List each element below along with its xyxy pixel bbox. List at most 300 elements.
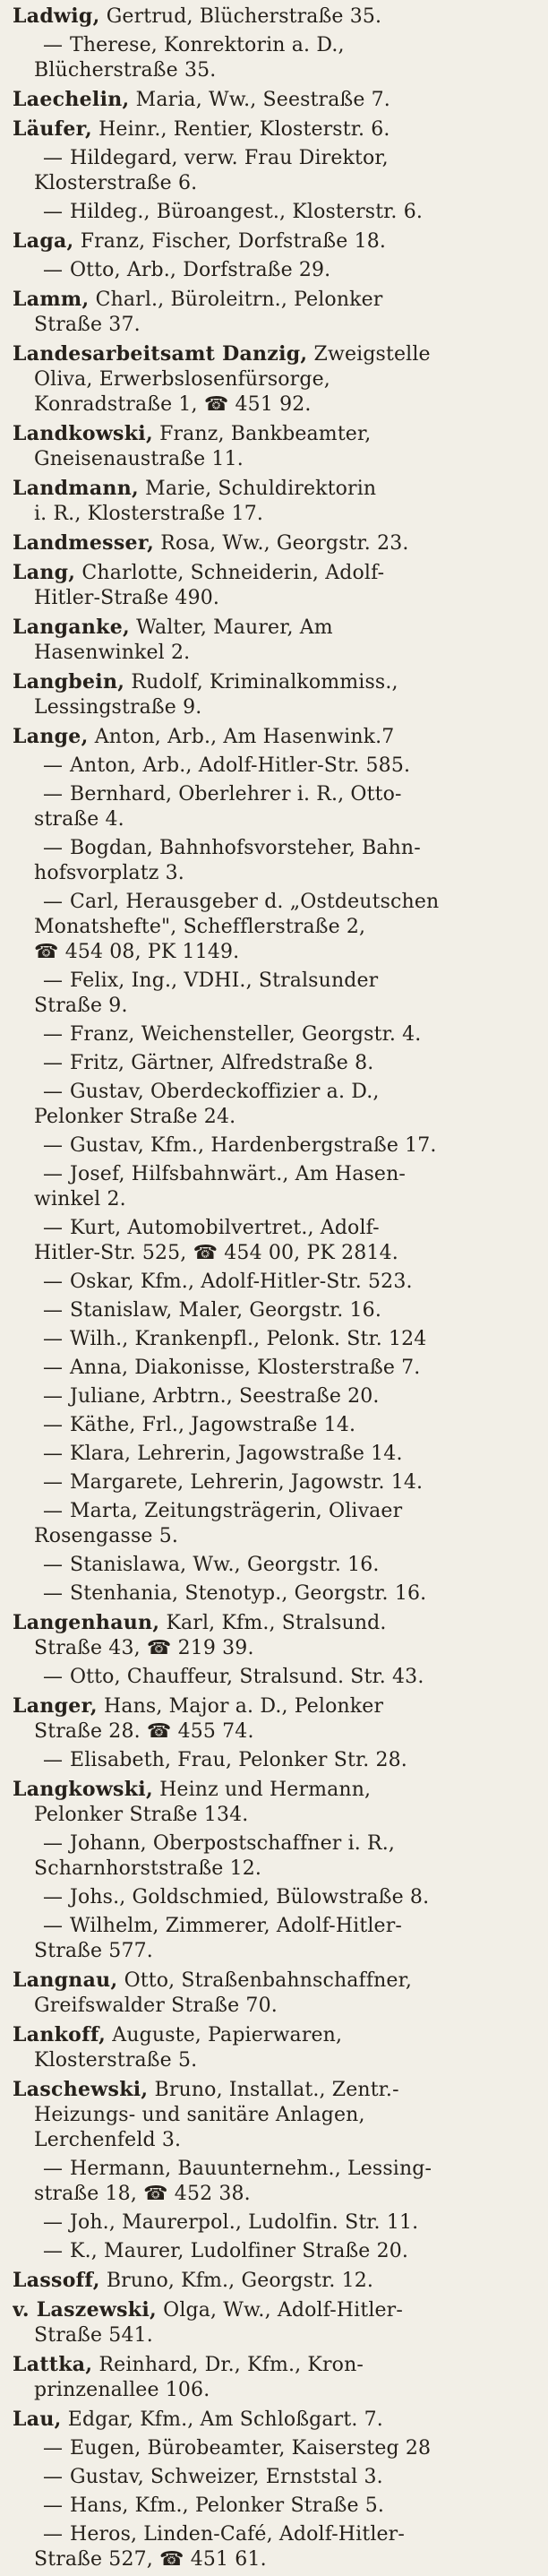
repeat-dash: —	[43, 1385, 64, 1408]
directory-entry	[13, 2157, 535, 2207]
entry-line	[13, 2103, 535, 2128]
repeat-dash: —	[43, 259, 64, 281]
entry-line	[13, 1581, 535, 1607]
entry-text: i. R., Klosterstraße 17.	[34, 503, 264, 525]
entry-text: Reinhard, Dr., Kfm., Kron-	[98, 2354, 364, 2376]
entry-text: Anna, Diakonisse, Klosterstraße 7.	[70, 1357, 421, 1379]
surname: Langnau,	[13, 1969, 118, 1992]
entry-line	[13, 861, 535, 886]
directory-entry	[13, 421, 535, 472]
entry-line	[13, 1914, 535, 1939]
entry-line	[13, 2048, 535, 2073]
entry-text: K., Maurer, Ludolfiner Straße 20.	[70, 2240, 409, 2262]
entry-line	[13, 1187, 535, 1212]
repeat-dash: —	[43, 1271, 64, 1293]
directory-entry	[13, 560, 535, 611]
entry-text: Hitler-Straße 490.	[34, 587, 220, 609]
surname: v. Laszewski,	[13, 2298, 157, 2322]
directory-entry	[13, 1384, 535, 1409]
repeat-dash: —	[43, 1666, 64, 1688]
entry-line	[13, 502, 535, 527]
directory-entry	[13, 1080, 535, 1130]
repeat-dash: —	[43, 1023, 64, 1046]
directory-entry	[13, 2077, 535, 2153]
directory-entry	[13, 724, 535, 750]
repeat-dash: —	[43, 1582, 64, 1605]
entry-text: hofsvorplatz 3.	[34, 862, 184, 884]
entry-text: Karl, Kfm., Stralsund.	[166, 1612, 387, 1634]
entry-line	[13, 1470, 535, 1495]
surname: Lankoff,	[13, 2023, 107, 2046]
entry-text: Hitler-Str. 525, ☎ 454 00, PK 2814.	[34, 1242, 398, 1264]
directory-entry	[13, 1499, 535, 1549]
entry-text: Hildegard, verw. Frau Direktor,	[70, 147, 389, 169]
repeat-dash: —	[43, 891, 64, 913]
entry-line	[13, 1327, 535, 1352]
entry-line	[13, 1803, 535, 1828]
repeat-dash: —	[43, 754, 64, 777]
directory-entry	[13, 2352, 535, 2403]
entry-text: straße 4.	[34, 808, 124, 831]
repeat-dash: —	[43, 1414, 64, 1436]
entry-line	[13, 116, 535, 142]
repeat-dash: —	[43, 1471, 64, 1494]
repeat-dash: —	[43, 147, 64, 169]
entry-line	[13, 2182, 535, 2207]
entry-text: Heizungs- und sanitäre Anlagen,	[34, 2104, 365, 2126]
entry-text: Heinz und Hermann,	[159, 1779, 372, 1801]
entry-line	[13, 447, 535, 472]
entry-line	[13, 940, 535, 965]
entry-line	[13, 2378, 535, 2403]
surname: Lattka,	[13, 2353, 93, 2376]
directory-entry	[13, 969, 535, 1019]
entry-text: Heros, Linden-Café, Adolf-Hitler-	[70, 2523, 405, 2546]
entry-text: Otto, Straßenbahnschaffner,	[124, 1969, 412, 1992]
surname: Langenhaun,	[13, 1611, 160, 1634]
surname: Laschewski,	[13, 2078, 149, 2101]
surname: Landmann,	[13, 477, 139, 500]
entry-text: Bernhard, Oberlehrer i. R., Otto-	[70, 783, 402, 806]
entry-line	[13, 58, 535, 83]
entry-line	[13, 586, 535, 611]
repeat-dash: —	[43, 201, 64, 223]
directory-entry	[13, 754, 535, 779]
directory-entry	[13, 2465, 535, 2490]
entry-line	[13, 2077, 535, 2103]
directory-entry	[13, 228, 535, 254]
entry-line	[13, 1939, 535, 1964]
entry-line	[13, 1356, 535, 1381]
entry-text: Joh., Maurerpol., Ludolfin. Str. 11.	[70, 2211, 419, 2234]
surname: Lang,	[13, 561, 76, 584]
directory-entry	[13, 1581, 535, 1607]
entry-text: Carl, Herausgeber d. „Ostdeutschen	[70, 891, 440, 913]
entry-text: Bruno, Kfm., Georgstr. 12.	[106, 2270, 374, 2292]
entry-line	[13, 1413, 535, 1438]
repeat-dash: —	[43, 2523, 64, 2546]
entry-text: Gustav, Schweizer, Ernststal 3.	[70, 2466, 383, 2488]
entry-line	[13, 2522, 535, 2547]
surname: Langbein,	[13, 670, 125, 694]
entry-text: Gustav, Kfm., Hardenbergstraße 17.	[70, 1134, 437, 1157]
entry-line	[13, 2210, 535, 2236]
repeat-dash: —	[43, 2158, 64, 2180]
entry-line	[13, 2436, 535, 2461]
entry-text: Fritz, Gärtner, Alfredstraße 8.	[70, 1052, 374, 1074]
entry-text: Otto, Arb., Dorfstraße 29.	[70, 259, 331, 281]
surname: Langkowski,	[13, 1778, 153, 1801]
entry-text: Pelonker Straße 24.	[34, 1106, 236, 1128]
entry-line	[13, 287, 535, 313]
repeat-dash: —	[43, 969, 64, 992]
entry-line	[13, 33, 535, 58]
entry-line	[13, 530, 535, 556]
entry-text: Straße 28. ☎ 455 74.	[34, 1720, 254, 1743]
repeat-dash: —	[43, 1217, 64, 1239]
entry-text: Stanislaw, Maler, Georgstr. 16.	[70, 1299, 381, 1322]
entry-line	[13, 1857, 535, 1882]
directory-entry	[13, 287, 535, 338]
repeat-dash: —	[43, 783, 64, 806]
directory-entry	[13, 2407, 535, 2433]
entry-line	[13, 1636, 535, 1661]
entry-line	[13, 1665, 535, 1690]
directory-entry	[13, 1470, 535, 1495]
directory-entry	[13, 1298, 535, 1323]
directory-entry	[13, 615, 535, 666]
entry-text: Franz, Bankbeamter,	[159, 423, 372, 445]
entry-line	[13, 1384, 535, 1409]
surname: Landkowski,	[13, 422, 153, 445]
directory-entry	[13, 1665, 535, 1690]
entry-text: Zweigstelle	[313, 343, 431, 366]
repeat-dash: —	[43, 1328, 64, 1350]
entry-text: Blücherstraße 35.	[34, 59, 217, 82]
directory-entry	[13, 1356, 535, 1381]
entry-text: Oliva, Erwerbslosenfürsorge,	[34, 368, 330, 391]
entry-text: prinzenallee 106.	[34, 2379, 210, 2401]
entry-text: Greifswalder Straße 70.	[34, 1994, 278, 2017]
entry-line	[13, 2128, 535, 2153]
entry-line	[13, 421, 535, 447]
entry-text: winkel 2.	[34, 1188, 126, 1210]
entry-line	[13, 392, 535, 418]
entry-text: Wilh., Krankenpfl., Pelonk. Str. 124	[70, 1328, 427, 1350]
directory-entry	[13, 4, 535, 30]
surname: Laechelin,	[13, 88, 130, 111]
entry-text: Therese, Konrektorin a. D.,	[70, 34, 345, 56]
repeat-dash: —	[43, 1357, 64, 1379]
entry-text: Straße 9.	[34, 995, 128, 1017]
entry-text: Hans, Major a. D., Pelonker	[104, 1695, 384, 1718]
surname: Landesarbeitsamt Danzig,	[13, 342, 308, 366]
entry-text: Bogdan, Bahnhofsvorsteher, Bahn-	[70, 837, 421, 859]
entry-text: Pelonker Straße 134.	[34, 1804, 249, 1826]
repeat-dash: —	[43, 1081, 64, 1103]
directory-column	[13, 4, 535, 2576]
entry-line	[13, 560, 535, 586]
entry-text: Gertrud, Blücherstraße 35.	[106, 5, 382, 28]
directory-entry	[13, 782, 535, 832]
repeat-dash: —	[43, 2466, 64, 2488]
entry-line	[13, 313, 535, 338]
entry-line	[13, 2297, 535, 2323]
surname: Laga,	[13, 229, 74, 253]
surname: Läufer,	[13, 117, 92, 141]
entry-line	[13, 2268, 535, 2294]
entry-line	[13, 1022, 535, 1047]
entry-text: Klosterstraße 5.	[34, 2049, 198, 2072]
entry-line	[13, 1885, 535, 1910]
repeat-dash: —	[43, 1443, 64, 1465]
directory-entry	[13, 1413, 535, 1438]
repeat-dash: —	[43, 2240, 64, 2262]
directory-entry	[13, 1693, 535, 1745]
entry-line	[13, 615, 535, 641]
entry-text: Stanislawa, Ww., Georgstr. 16.	[70, 1554, 380, 1576]
entry-text: Edgar, Kfm., Am Schloßgart. 7.	[67, 2408, 383, 2431]
repeat-dash: —	[43, 1915, 64, 1937]
entry-text: Monatshefte", Schefflerstraße 2,	[34, 916, 366, 938]
repeat-dash: —	[43, 2211, 64, 2234]
directory-entry	[13, 1133, 535, 1159]
directory-entry	[13, 476, 535, 527]
entry-line	[13, 1693, 535, 1719]
directory-entry	[13, 2436, 535, 2461]
entry-text: Wilhelm, Zimmerer, Adolf-Hitler-	[70, 1915, 402, 1937]
entry-line	[13, 695, 535, 720]
entry-text: straße 18, ☎ 452 38.	[34, 2183, 251, 2205]
directory-entry	[13, 1610, 535, 1661]
repeat-dash: —	[43, 1134, 64, 1157]
entry-line	[13, 1162, 535, 1187]
entry-line	[13, 1270, 535, 1295]
repeat-dash: —	[43, 1832, 64, 1855]
entry-line	[13, 994, 535, 1019]
directory-entry	[13, 2239, 535, 2264]
entry-line	[13, 782, 535, 807]
entry-text: Anton, Arb., Adolf-Hitler-Str. 585.	[70, 754, 411, 777]
entry-text: Auguste, Papierwaren,	[112, 2024, 343, 2046]
entry-line	[13, 1216, 535, 1241]
directory-entry	[13, 530, 535, 556]
directory-entry	[13, 2297, 535, 2348]
entry-text: Klosterstraße 6.	[34, 172, 198, 194]
entry-line	[13, 1499, 535, 1524]
entry-text: Rosa, Ww., Georgstr. 23.	[160, 532, 409, 555]
entry-text: Otto, Chauffeur, Stralsund. Str. 43.	[70, 1666, 424, 1688]
entry-text: Franz, Weichensteller, Georgstr. 4.	[70, 1023, 422, 1046]
entry-text: Maria, Ww., Seestraße 7.	[135, 89, 390, 111]
entry-line	[13, 641, 535, 666]
surname: Lamm,	[13, 288, 90, 311]
entry-line	[13, 1748, 535, 1773]
entry-line	[13, 1105, 535, 1130]
surname: Langer,	[13, 1694, 98, 1718]
entry-line	[13, 915, 535, 940]
entry-text: ☎ 454 08, PK 1149.	[34, 941, 240, 963]
entry-line	[13, 836, 535, 861]
directory-entry	[13, 1968, 535, 2019]
entry-line	[13, 1610, 535, 1636]
directory-entry	[13, 1022, 535, 1047]
directory-entry	[13, 2022, 535, 2073]
entry-text: Lerchenfeld 3.	[34, 2129, 182, 2151]
entry-text: Olga, Ww., Adolf-Hitler-	[163, 2299, 403, 2322]
directory-entry	[13, 200, 535, 225]
entry-line	[13, 2157, 535, 2182]
entry-line	[13, 1968, 535, 1994]
entry-line	[13, 890, 535, 915]
repeat-dash: —	[43, 2437, 64, 2460]
entry-text: Juliane, Arbtrn., Seestraße 20.	[70, 1385, 380, 1408]
entry-text: Johann, Oberpostschaffner i. R.,	[70, 1832, 396, 1855]
entry-line	[13, 476, 535, 502]
directory-entry	[13, 258, 535, 283]
surname: Landmesser,	[13, 531, 155, 555]
repeat-dash: —	[43, 34, 64, 56]
directory-entry	[13, 1051, 535, 1076]
directory-entry	[13, 1216, 535, 1266]
entry-text: Margarete, Lehrerin, Jagowstr. 14.	[70, 1471, 424, 1494]
directory-entry	[13, 1748, 535, 1773]
entry-line	[13, 1133, 535, 1159]
entry-line	[13, 1298, 535, 1323]
entry-line	[13, 1442, 535, 1467]
entry-text: Eugen, Bürobeamter, Kaisersteg 28	[70, 2437, 432, 2460]
entry-text: Walter, Maurer, Am	[136, 616, 333, 639]
entry-text: Straße 43, ☎ 219 39.	[34, 1637, 254, 1659]
entry-text: Rudolf, Kriminalkommiss.,	[131, 671, 398, 694]
entry-text: Charl., Büroleitrn., Pelonker	[95, 289, 383, 311]
entry-line	[13, 1994, 535, 2019]
entry-line	[13, 2407, 535, 2433]
entry-line	[13, 1524, 535, 1549]
directory-entry	[13, 341, 535, 418]
entry-text: Hermann, Bauunternehm., Lessing-	[70, 2158, 432, 2180]
entry-line	[13, 2239, 535, 2264]
entry-line	[13, 2323, 535, 2348]
directory-entry	[13, 1914, 535, 1964]
entry-line	[13, 1777, 535, 1803]
entry-line	[13, 1080, 535, 1105]
entry-text: Hasenwinkel 2.	[34, 642, 191, 664]
directory-entry	[13, 116, 535, 142]
repeat-dash: —	[43, 1052, 64, 1074]
directory-entry	[13, 1553, 535, 1578]
directory-entry	[13, 1327, 535, 1352]
entry-text: Klara, Lehrerin, Jagowstraße 14.	[70, 1443, 403, 1465]
entry-text: Straße 37.	[34, 314, 141, 336]
entry-text: Gustav, Oberdeckoffizier a. D.,	[70, 1081, 380, 1103]
entry-line	[13, 807, 535, 832]
entry-text: Hans, Kfm., Pelonker Straße 5.	[70, 2494, 385, 2517]
directory-entry	[13, 2522, 535, 2572]
repeat-dash: —	[43, 1749, 64, 1771]
entry-text: Marta, Zeitungsträgerin, Olivaer	[70, 1500, 403, 1522]
entry-line	[13, 258, 535, 283]
entry-line	[13, 1241, 535, 1266]
surname: Lange,	[13, 725, 89, 748]
entry-text: Kurt, Automobilvertret., Adolf-	[70, 1217, 380, 1239]
surname: Langanke,	[13, 616, 130, 639]
surname: Lassoff,	[13, 2269, 100, 2292]
surname: Ladwig,	[13, 4, 100, 28]
directory-entry	[13, 87, 535, 113]
entry-text: Straße 527, ☎ 451 61.	[34, 2548, 267, 2571]
entry-line	[13, 1051, 535, 1076]
directory-entry	[13, 2210, 535, 2236]
entry-line	[13, 669, 535, 695]
entry-line	[13, 87, 535, 113]
entry-text: Elisabeth, Frau, Pelonker Str. 28.	[70, 1749, 407, 1771]
repeat-dash: —	[43, 1554, 64, 1576]
entry-text: Heinr., Rentier, Klosterstr. 6.	[98, 118, 390, 141]
directory-entry	[13, 836, 535, 886]
entry-line	[13, 2547, 535, 2572]
directory-entry	[13, 1442, 535, 1467]
entry-text: Marie, Schuldirektorin	[145, 478, 377, 500]
entry-text: Konradstraße 1, ☎ 451 92.	[34, 393, 312, 416]
entry-line	[13, 1831, 535, 1857]
repeat-dash: —	[43, 1163, 64, 1185]
directory-entry	[13, 2494, 535, 2519]
directory-entry	[13, 1162, 535, 1212]
entry-line	[13, 2494, 535, 2519]
entry-text: Bruno, Installat., Zentr.-	[154, 2079, 399, 2101]
entry-line	[13, 969, 535, 994]
entry-line	[13, 367, 535, 392]
directory-entry	[13, 146, 535, 196]
repeat-dash: —	[43, 1500, 64, 1522]
directory-entry	[13, 33, 535, 83]
entry-text: Straße 541.	[34, 2324, 153, 2347]
entry-text: Franz, Fischer, Dorfstraße 18.	[80, 230, 387, 253]
directory-entry	[13, 890, 535, 965]
entry-text: Lessingstraße 9.	[34, 696, 202, 719]
entry-text: Felix, Ing., VDHI., Stralsunder	[70, 969, 379, 992]
entry-line	[13, 1553, 535, 1578]
directory-entry	[13, 1270, 535, 1295]
entry-line	[13, 228, 535, 254]
entry-text: Rosengasse 5.	[34, 1525, 179, 1547]
directory-entry	[13, 669, 535, 720]
directory-entry	[13, 1831, 535, 1882]
directory-entry	[13, 1885, 535, 1910]
entry-text: Käthe, Frl., Jagowstraße 14.	[70, 1414, 356, 1436]
entry-line	[13, 171, 535, 196]
entry-line	[13, 341, 535, 367]
entry-line	[13, 1719, 535, 1745]
repeat-dash: —	[43, 837, 64, 859]
entry-line	[13, 724, 535, 750]
repeat-dash: —	[43, 1886, 64, 1908]
entry-text: Josef, Hilfsbahnwärt., Am Hasen-	[70, 1163, 406, 1185]
entry-line	[13, 2352, 535, 2378]
entry-line	[13, 2465, 535, 2490]
directory-entry	[13, 2268, 535, 2294]
entry-line	[13, 4, 535, 30]
entry-text: Charlotte, Schneiderin, Adolf-	[81, 562, 385, 584]
directory-entry	[13, 1777, 535, 1828]
repeat-dash: —	[43, 2494, 64, 2517]
entry-line	[13, 2022, 535, 2048]
entry-text: Johs., Goldschmied, Bülowstraße 8.	[70, 1886, 430, 1908]
entry-text: Stenhania, Stenotyp., Georgstr. 16.	[70, 1582, 427, 1605]
entry-text: Anton, Arb., Am Hasenwink.7	[94, 726, 395, 748]
entry-line	[13, 146, 535, 171]
